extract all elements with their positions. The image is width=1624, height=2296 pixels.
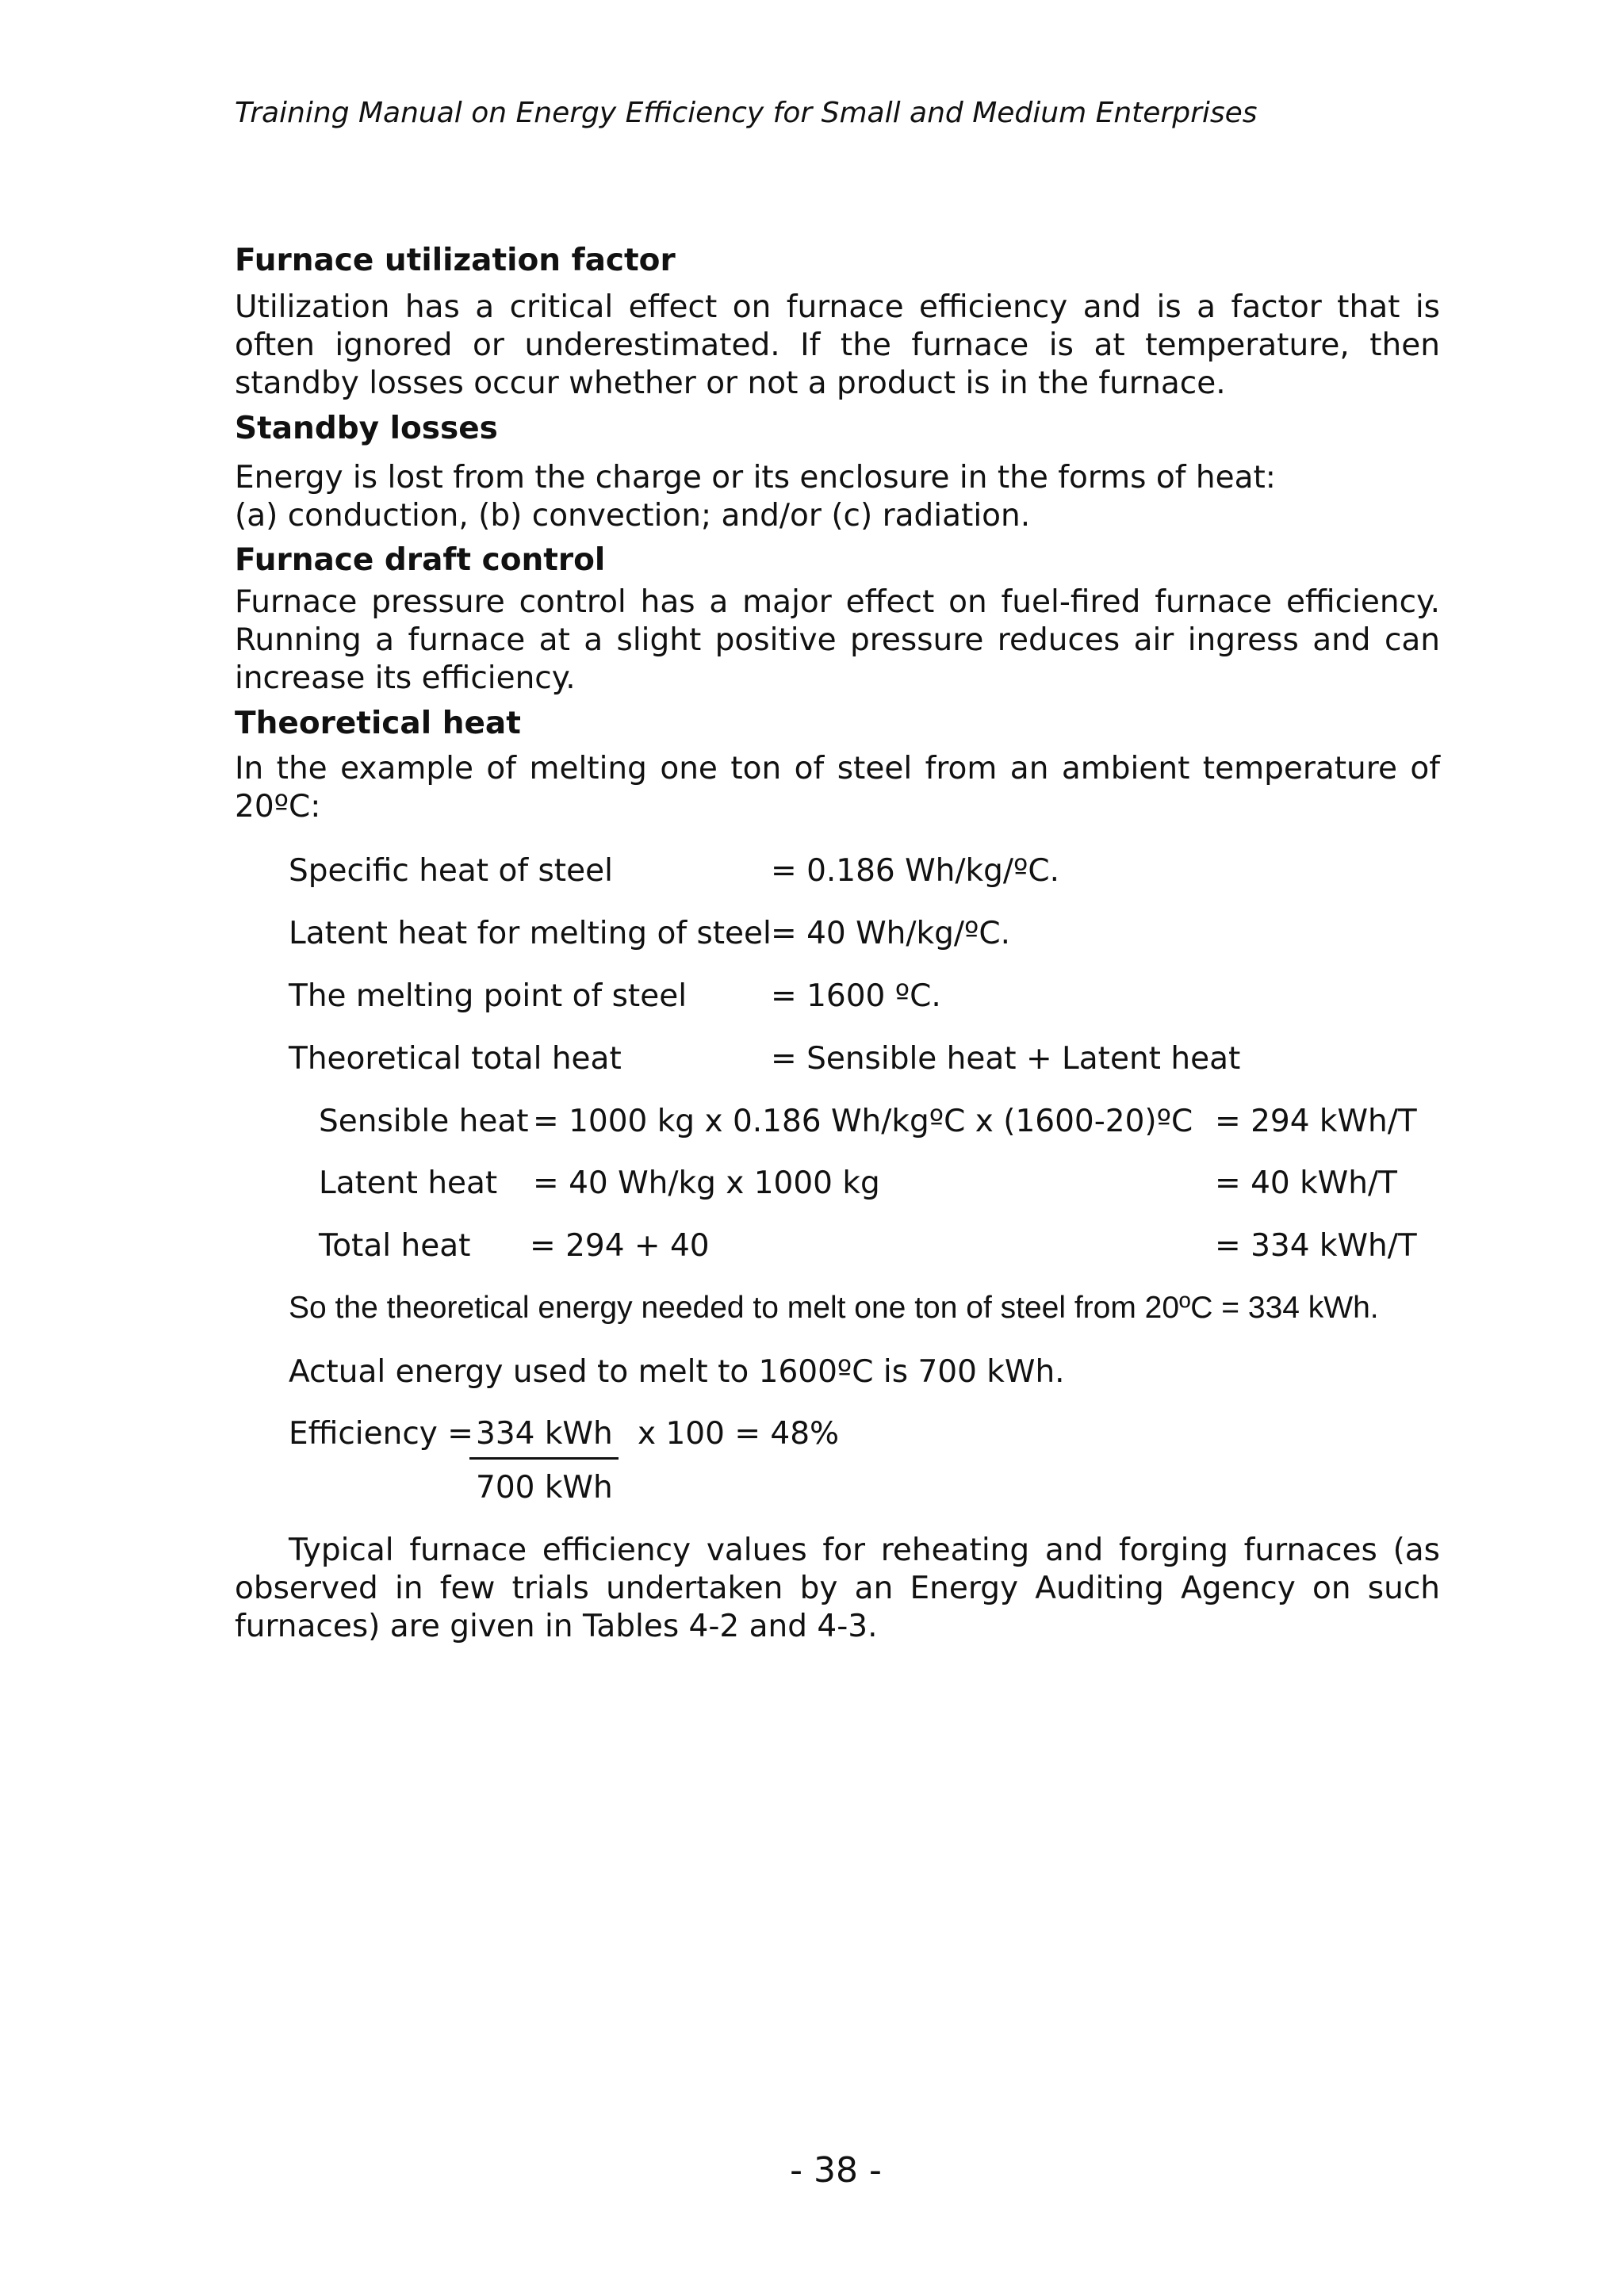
heading-theoretical-heat: Theoretical heat xyxy=(235,706,521,741)
efficiency-numerator: 334 kWh xyxy=(476,1416,613,1452)
calc-result-sensible: = 294 kWh/T xyxy=(1215,1104,1417,1139)
calc-expression-total: = 294 + 40 xyxy=(530,1228,710,1264)
given-label-melting-point: The melting point of steel xyxy=(289,978,688,1014)
heading-standby-losses: Standby losses xyxy=(235,411,498,446)
standby-line-2: (a) conduction, (b) convection; and/or (c) radiation. xyxy=(235,498,1031,534)
given-value-total-heat: = Sensible heat + Latent heat xyxy=(771,1041,1241,1077)
calc-expression-sensible: = 1000 kg x 0.186 Wh/kgºC x (1600-20)ºC xyxy=(533,1104,1193,1139)
page-number: - 38 - xyxy=(790,2150,882,2191)
running-header: Training Manual on Energy Efficiency for Small and Medium Enterprises xyxy=(235,97,1258,129)
theoretical-energy-statement: So the theoretical energy needed to melt one ton of steel from 20ºC = 334 kWh. xyxy=(289,1291,1379,1325)
efficiency-denominator: 700 kWh xyxy=(476,1470,613,1506)
paragraph-utilization: Utilization has a critical effect on furnace efficiency and is a factor that is often ignored or underestimated. If the furnace is at temperature, then standby losses occur whether or not a product is in the furnace. xyxy=(235,289,1440,401)
calc-label-sensible: Sensible heat xyxy=(319,1104,529,1139)
closing-paragraph: Typical furnace efficiency values for reheating and forging furnaces (as observed in few trials undertaken by an Energy Auditing Agency on such furnaces) are given in Tables 4-2 and 4-3. xyxy=(235,1533,1440,1644)
given-label-total-heat: Theoretical total heat xyxy=(289,1041,622,1077)
heading-draft-control: Furnace draft control xyxy=(235,542,606,578)
calc-label-total: Total heat xyxy=(319,1228,471,1264)
fraction-bar xyxy=(469,1457,619,1460)
efficiency-label: Efficiency = xyxy=(289,1416,473,1452)
given-value-melting-point: = 1600 ºC. xyxy=(771,978,941,1014)
given-label-latent-heat: Latent heat for melting of steel xyxy=(289,916,772,951)
standby-line-1: Energy is lost from the charge or its enclosure in the forms of heat: xyxy=(235,460,1276,496)
paragraph-theoretical-heat: In the example of melting one ton of steel from an ambient temperature of 20ºC: xyxy=(235,751,1440,825)
heading-utilization-factor: Furnace utilization factor xyxy=(235,243,676,278)
calc-label-latent: Latent heat xyxy=(319,1165,498,1201)
given-value-specific-heat: = 0.186 Wh/kg/ºC. xyxy=(771,853,1060,889)
calc-result-total: = 334 kWh/T xyxy=(1215,1228,1417,1264)
efficiency-multiplier: x 100 = 48% xyxy=(638,1416,840,1452)
paragraph-draft-control: Furnace pressure control has a major effect on fuel-fired furnace efficiency. Running a furnace at a slight positive pressure reduces air ingress and can increase its efficiency. xyxy=(235,584,1440,696)
actual-energy-statement: Actual energy used to melt to 1600ºC is 700 kWh. xyxy=(289,1354,1065,1390)
calc-result-latent: = 40 kWh/T xyxy=(1215,1165,1397,1201)
calc-expression-latent: = 40 Wh/kg x 1000 kg xyxy=(533,1165,880,1201)
given-value-latent-heat: = 40 Wh/kg/ºC. xyxy=(771,916,1011,951)
given-label-specific-heat: Specific heat of steel xyxy=(289,853,613,889)
